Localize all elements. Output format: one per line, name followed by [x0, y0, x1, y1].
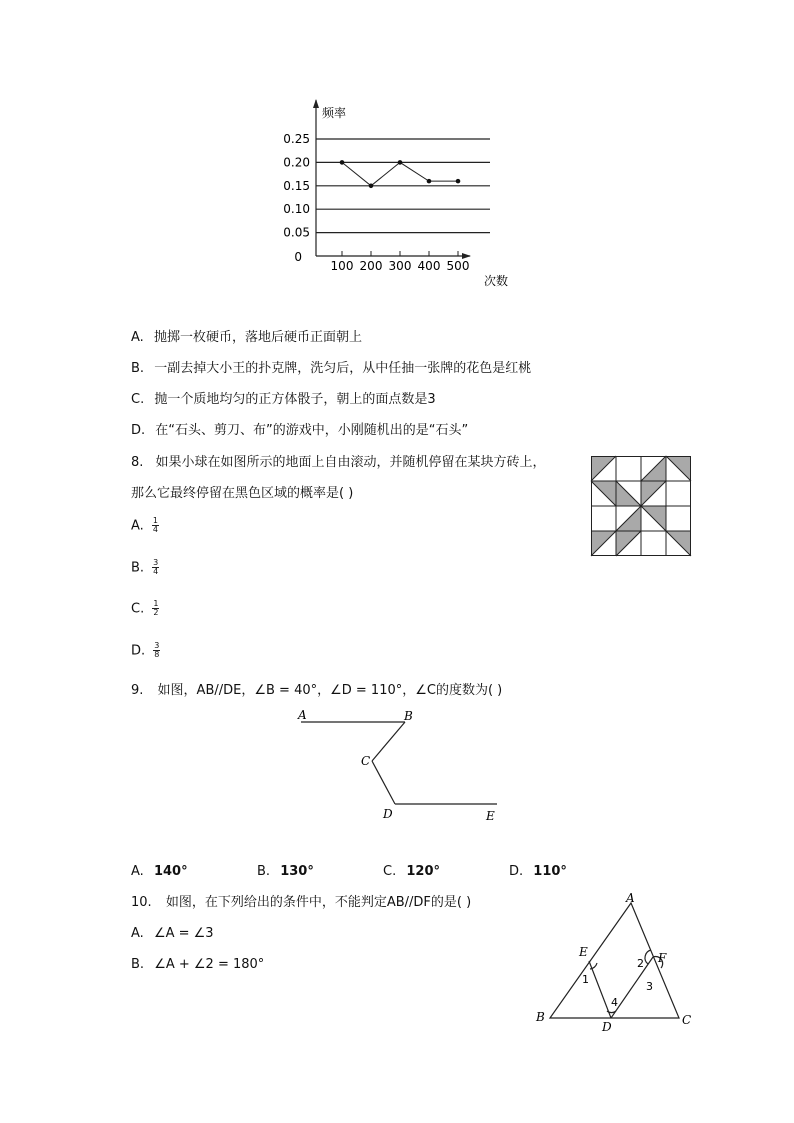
q10-option-a-letter: A. [131, 926, 144, 941]
chart-data-point [340, 160, 345, 165]
q8-stem-line2 [131, 487, 353, 500]
chart-data-point [398, 160, 403, 165]
q8-option-d [131, 642, 160, 660]
chart-y-axis-arrow [313, 99, 319, 108]
q10-label-e: E [579, 945, 588, 959]
q7-option-a [131, 331, 362, 344]
q10-angle-1: 1 [582, 973, 589, 986]
q8-option-c [131, 600, 159, 618]
q7-option-b [131, 362, 531, 375]
q7-option-b-letter: B. [131, 361, 145, 376]
q7-option-a-text: 抛掷一枚硬币，落地后硬币正面朝上 [153, 330, 362, 345]
q7-option-d-text: 在“石头、剪刀、布”的游戏中，小刚随机出的是“石头” [155, 423, 469, 438]
chart-ytick-label: 0.05 [283, 225, 310, 240]
q8-option-a [131, 517, 159, 535]
chart-xtick-label: 200 [359, 259, 383, 273]
q8-option-b-numerator: 3 [153, 558, 159, 567]
q7-option-c-text: 抛一个质地均匀的正方体骰子，朝上的面点数是3 [154, 392, 436, 407]
q9-option-d [509, 865, 567, 878]
q9-option-b-text: 130° [280, 864, 314, 879]
q8-option-b-denominator: 4 [153, 567, 159, 577]
q9-label-b: B [404, 709, 413, 723]
chart-origin-label: 0 [294, 250, 302, 264]
q8-option-c-letter: C. [131, 601, 145, 617]
q9-parallel-lines-figure [290, 705, 510, 825]
chart-data-point [369, 184, 374, 189]
q10-angle-2: 2 [637, 957, 644, 970]
q8-option-d-denominator: 8 [154, 650, 160, 660]
chart-ytick-label: 0.10 [283, 202, 310, 217]
q7-option-a-letter: A. [131, 330, 144, 345]
q8-option-b-letter: B. [131, 560, 145, 576]
q10-option-b [131, 958, 264, 971]
q7-option-b-text: 一副去掉大小王的扑克牌，洗匀后，从中任抽一张牌的花色是红桃 [154, 361, 532, 376]
q9-number: 9. [131, 683, 144, 698]
q8-tile-grid-figure [591, 456, 691, 556]
q9-label-e: E [486, 809, 495, 823]
q8-option-d-letter: D. [131, 643, 146, 659]
q9-option-d-text: 110° [533, 864, 567, 879]
q10-option-a [131, 927, 214, 940]
q10-text: 如图，在下列给出的条件中，不能判定AB//DF的是( ) [165, 895, 472, 910]
chart-data-point [427, 179, 432, 184]
q10-number: 10. [131, 895, 152, 910]
q10-angle-4: 4 [611, 996, 618, 1009]
q10-option-b-letter: B. [131, 957, 145, 972]
q8-text-line2: 那么它最终停留在黑色区域的概率是( ) [131, 486, 354, 501]
q9-option-a-letter: A. [131, 864, 144, 879]
q8-option-c-fraction [152, 600, 159, 618]
q9-option-b-letter: B. [257, 864, 271, 879]
q8-stem-line1 [131, 456, 546, 469]
q10-option-b-text: ∠A + ∠2 = 180° [154, 957, 265, 972]
chart-series-line [342, 162, 458, 185]
q8-option-a-letter: A. [131, 518, 144, 534]
chart-xtick-label: 400 [417, 259, 441, 273]
q9-option-c-letter: C. [383, 864, 397, 879]
q8-text-line1: 如果小球在如图所示的地面上自由滚动，并随机停留在某块方砖上， [155, 455, 546, 470]
chart-x-axis-label: 次数 [484, 274, 509, 288]
q9-label-c: C [361, 754, 371, 768]
q9-option-c-text: 120° [406, 864, 440, 879]
q8-option-a-fraction [152, 517, 159, 535]
q10-label-c: C [682, 1013, 692, 1027]
q8-option-b [131, 559, 159, 577]
q10-label-f: F [658, 951, 667, 965]
q9-stem [131, 684, 502, 697]
q7-option-c-letter: C. [131, 392, 145, 407]
frequency-line-chart [0, 0, 794, 300]
q9-option-a [131, 865, 188, 878]
q8-option-d-fraction [153, 642, 160, 660]
q8-option-d-numerator: 3 [154, 641, 160, 650]
q8-option-a-denominator: 4 [152, 525, 158, 535]
chart-ytick-label: 0.25 [283, 132, 310, 146]
q9-text: 如图，AB//DE，∠B = 40°，∠D = 110°，∠C的度数为( ) [157, 683, 503, 698]
q8-number: 8. [131, 455, 144, 470]
chart-data-point [456, 179, 461, 184]
chart-ytick-label: 0.15 [283, 178, 310, 193]
chart-y-axis-label: 频率 [322, 106, 347, 120]
q10-label-d: D [602, 1020, 612, 1034]
q9-option-d-letter: D. [509, 864, 524, 879]
q9-label-d: D [383, 807, 393, 821]
chart-xtick-label: 300 [388, 259, 412, 273]
q10-triangle-figure [530, 890, 700, 1035]
q10-label-b: B [536, 1010, 545, 1024]
q9-option-c [383, 865, 440, 878]
q7-option-c [131, 393, 436, 406]
q10-option-a-text: ∠A = ∠3 [153, 926, 214, 941]
q9-label-a: A [298, 708, 307, 722]
chart-xtick-label: 500 [446, 259, 470, 273]
q8-option-c-numerator: 1 [153, 599, 159, 608]
chart-xtick-label: 100 [330, 259, 354, 273]
q8-option-a-numerator: 1 [152, 516, 158, 525]
chart-ytick-label: 0.20 [283, 155, 310, 170]
q9-option-b [257, 865, 314, 878]
q10-angle-3: 3 [646, 980, 653, 993]
q7-option-d-letter: D. [131, 423, 146, 438]
q7-option-d [131, 424, 468, 437]
q8-option-c-denominator: 2 [153, 608, 159, 618]
q10-stem [131, 896, 471, 909]
q10-label-a: A [626, 891, 635, 905]
q8-option-b-fraction [152, 559, 159, 577]
q9-option-a-text: 140° [153, 864, 188, 879]
